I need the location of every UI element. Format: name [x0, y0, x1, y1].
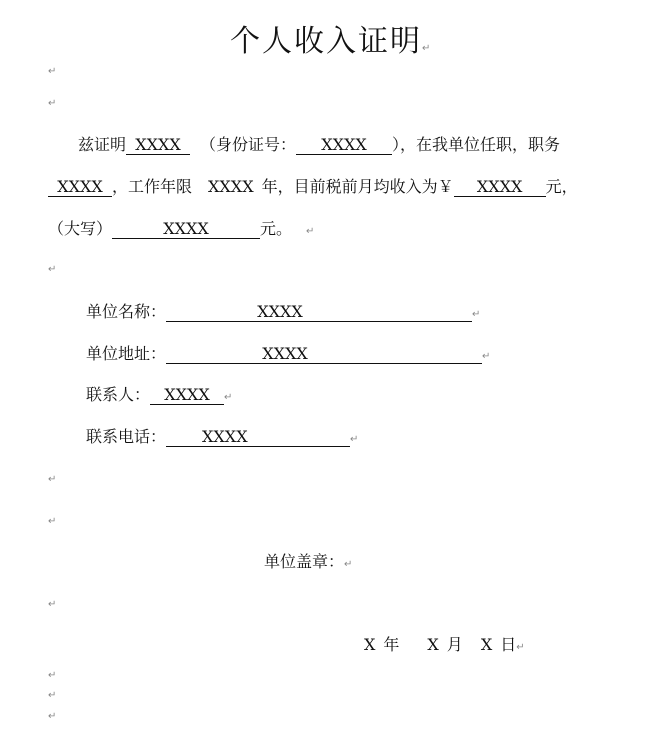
- work-years-value: XXXX: [208, 177, 254, 196]
- paragraph-mark: ↵: [224, 392, 233, 403]
- body-line-3: （大写） XXXX 元。 ↵: [48, 219, 315, 238]
- phone-row: 联系电话： XXXX ↵: [86, 427, 359, 446]
- paragraph-mark: ↵: [48, 599, 57, 610]
- date-row: X 年 X 月 X 日↵: [364, 635, 525, 654]
- paragraph-mark: ↵: [48, 474, 57, 485]
- paragraph-mark: ↵: [350, 434, 359, 445]
- paragraph-mark: ↵: [482, 351, 491, 362]
- company-address-row: 单位地址： XXXX ↵: [86, 344, 491, 363]
- company-name-row: 单位名称： XXXX ↵: [86, 302, 481, 321]
- contact-field[interactable]: XXXX: [150, 386, 224, 405]
- paragraph-mark: ↵: [48, 264, 57, 275]
- paragraph-mark: ↵: [516, 642, 525, 653]
- company-name-field[interactable]: XXXX: [166, 303, 472, 322]
- paragraph-mark: ↵: [48, 670, 57, 681]
- paragraph-mark: ↵: [422, 43, 433, 54]
- id-number-field[interactable]: XXXX: [296, 136, 392, 155]
- income-capital-field[interactable]: XXXX: [112, 220, 260, 239]
- paragraph-mark: ↵: [48, 98, 57, 109]
- paragraph-mark: ↵: [48, 66, 57, 77]
- date-day: X: [480, 635, 493, 654]
- paragraph-mark: ↵: [472, 309, 481, 320]
- phone-field[interactable]: XXXX: [166, 428, 350, 447]
- body-line-2: XXXX ，工作年限 XXXX 年，目前税前月均收入为￥ XXXX 元，: [48, 176, 578, 198]
- name-field[interactable]: XXXX: [126, 136, 190, 155]
- seal-row: 单位盖章：↵: [264, 552, 353, 571]
- contact-row: 联系人： XXXX ↵: [86, 385, 233, 404]
- paragraph-mark: ↵: [344, 559, 353, 570]
- paragraph-mark: ↵: [48, 711, 57, 722]
- paragraph-mark: ↵: [48, 690, 57, 701]
- paragraph-mark: ↵: [306, 226, 315, 237]
- body-line-1: 兹证明 XXXX （身份证号： XXXX ），在我单位任职，职务: [78, 135, 561, 154]
- document-title: 个人收入证明↵: [230, 24, 433, 59]
- paragraph-mark: ↵: [48, 516, 57, 527]
- date-year: X: [364, 635, 376, 654]
- date-month: X: [427, 635, 439, 654]
- company-address-field[interactable]: XXXX: [166, 345, 482, 364]
- position-field[interactable]: XXXX: [48, 178, 112, 197]
- income-field[interactable]: XXXX: [454, 178, 546, 197]
